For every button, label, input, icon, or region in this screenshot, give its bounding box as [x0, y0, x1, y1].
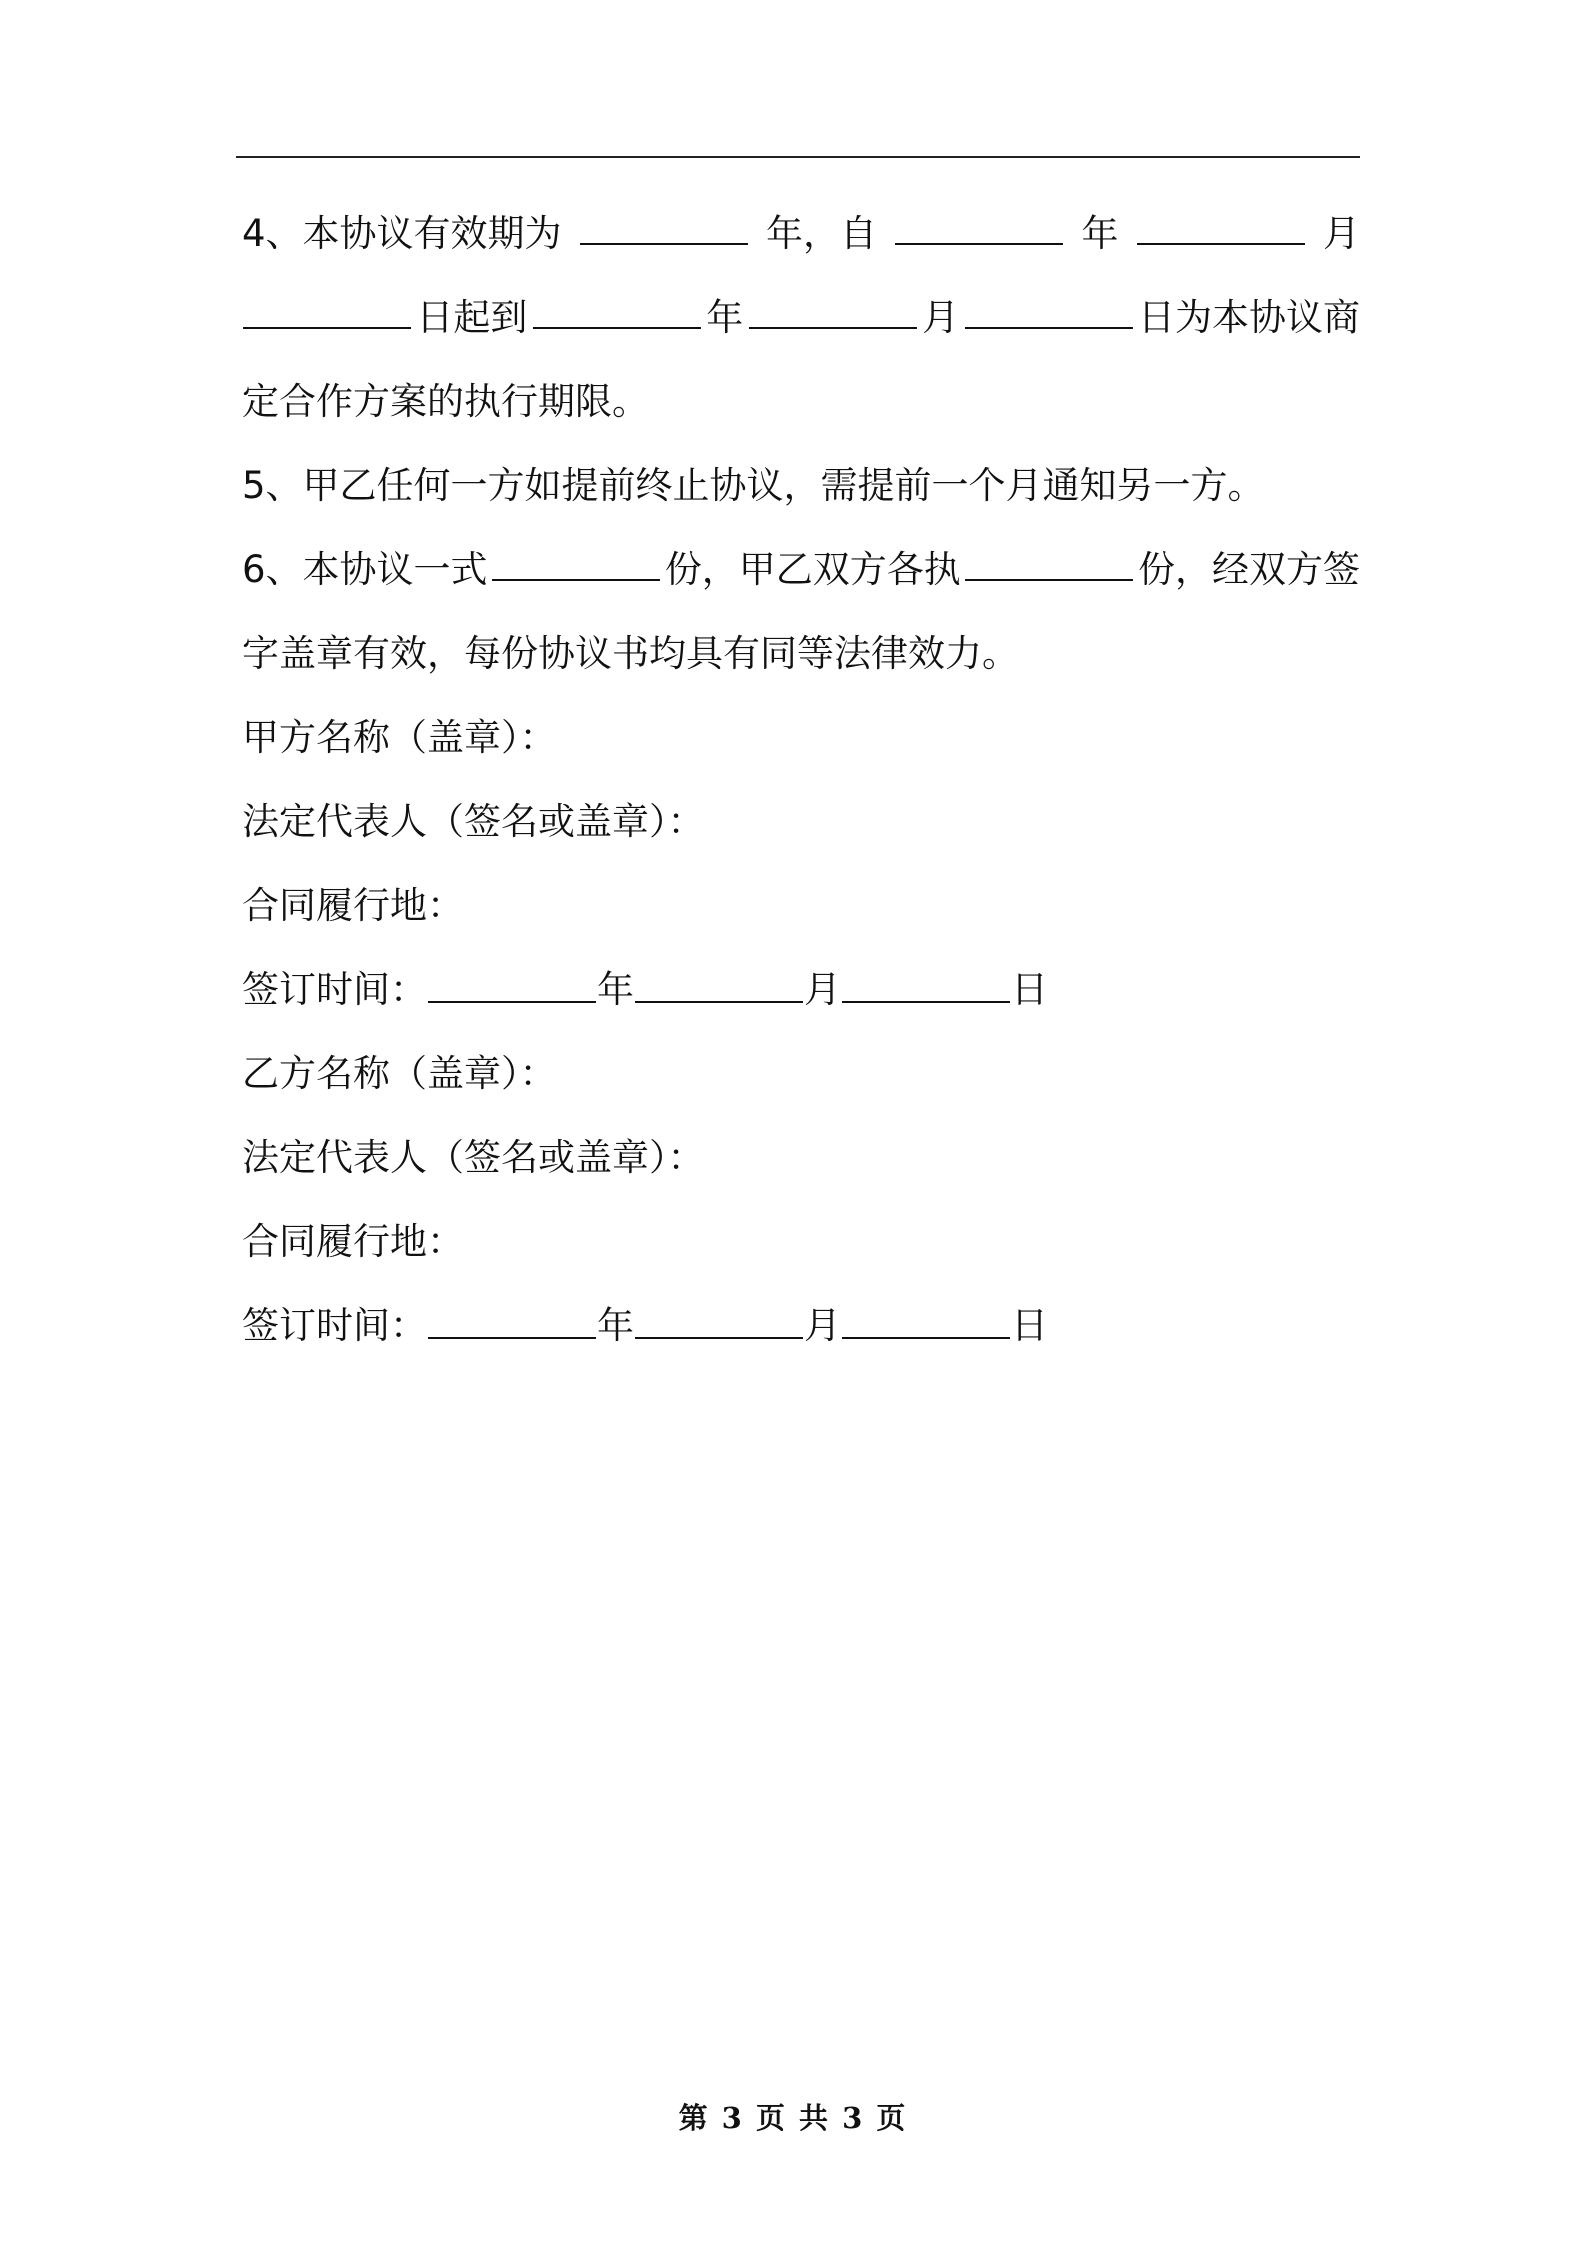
blank-start-day[interactable] — [243, 283, 411, 329]
clause-4-text-e: 日起到 — [416, 296, 528, 339]
clause-6-text-a: 6、本协议一式 — [242, 548, 488, 591]
party-a-blank-day[interactable] — [842, 957, 1010, 1003]
party-a-name-label: 甲方名称（盖章）： — [242, 716, 557, 759]
party-b-blank-day[interactable] — [842, 1293, 1010, 1339]
party-b-month-unit: 月 — [804, 1304, 841, 1347]
clause-4-line-3: 定合作方案的执行期限。 — [242, 380, 649, 423]
clause-6-text-b: 份，甲乙双方各执 — [664, 548, 961, 591]
party-a-date-label: 签订时间： — [242, 968, 427, 1011]
clause-4-text-h: 日为本协议商 — [1137, 296, 1360, 339]
party-a-date-line — [242, 948, 1360, 1032]
clause-4-line-1 — [242, 192, 1360, 276]
header-rule — [236, 156, 1360, 158]
party-a-rep-label: 法定代表人（签名或盖章）： — [242, 800, 705, 843]
clause-6-line-2: 字盖章有效，每份协议书均具有同等法律效力。 — [242, 632, 1019, 675]
party-a-place-label: 合同履行地： — [242, 884, 464, 927]
clause-6-line-1 — [242, 528, 1360, 612]
party-a-day-unit: 日 — [1011, 968, 1048, 1011]
party-a-blank-month[interactable] — [635, 957, 803, 1003]
blank-start-month[interactable] — [1137, 199, 1305, 245]
document-body — [242, 192, 1360, 1368]
clause-4-text-a: 4、本协议有效期为 — [242, 212, 562, 255]
blank-copies-total[interactable] — [492, 535, 660, 581]
clause-6-text-c: 份，经双方签 — [1137, 548, 1360, 591]
party-b-name-label: 乙方名称（盖章）： — [242, 1052, 557, 1095]
clause-4-text-c: 年 — [1081, 212, 1119, 255]
clause-5: 5、甲乙任何一方如提前终止协议，需提前一个月通知另一方。 — [242, 464, 1265, 507]
blank-end-day[interactable] — [965, 283, 1133, 329]
party-b-blank-month[interactable] — [635, 1293, 803, 1339]
blank-start-year[interactable] — [895, 199, 1063, 245]
blank-end-month[interactable] — [749, 283, 917, 329]
party-b-place-label: 合同履行地： — [242, 1220, 464, 1263]
blank-term-years[interactable] — [580, 199, 748, 245]
party-b-day-unit: 日 — [1011, 1304, 1048, 1347]
party-b-date-label: 签订时间： — [242, 1304, 427, 1347]
party-b-blank-year[interactable] — [428, 1293, 596, 1339]
clause-4-text-f: 年 — [706, 296, 744, 339]
party-b-date-line — [242, 1284, 1360, 1368]
party-b-rep-label: 法定代表人（签名或盖章）： — [242, 1136, 705, 1179]
clause-4-text-d: 月 — [1322, 212, 1360, 255]
party-a-blank-year[interactable] — [428, 957, 596, 1003]
party-a-month-unit: 月 — [804, 968, 841, 1011]
clause-4-line-2 — [242, 276, 1360, 360]
blank-copies-each[interactable] — [965, 535, 1133, 581]
party-b-year-unit: 年 — [597, 1304, 634, 1347]
clause-4-text-g: 月 — [922, 296, 960, 339]
page-footer: 第 3 页 共 3 页 — [678, 2101, 908, 2135]
clause-4-text-b: 年，自 — [766, 212, 878, 255]
party-a-year-unit: 年 — [597, 968, 634, 1011]
blank-end-year[interactable] — [533, 283, 701, 329]
